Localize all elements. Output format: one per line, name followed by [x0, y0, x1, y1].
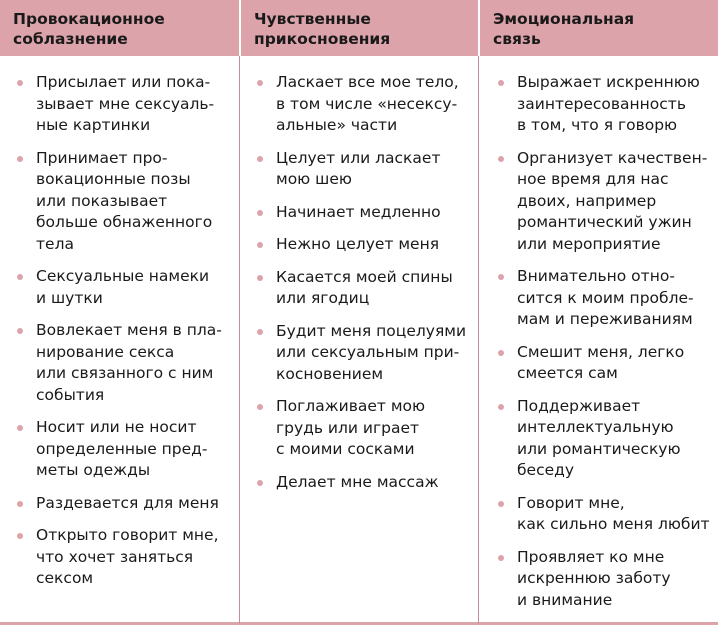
list-item-line: с моими сосками: [276, 440, 415, 458]
list-item-line: Присылает или пока-: [36, 73, 211, 91]
list-item-line: и шутки: [36, 288, 103, 307]
list-item: [14, 320, 231, 406]
list-item-line: в том числе «несексу-: [276, 94, 458, 113]
list-item-line: Раздевается для меня: [36, 493, 219, 512]
column-header-1: [0, 0, 239, 56]
header-line: соблазнение: [13, 30, 128, 48]
list-item: [495, 148, 710, 256]
list-item: [254, 234, 470, 256]
header-line: Провокационное: [13, 10, 165, 28]
list-item-line: меты одежды: [36, 461, 151, 479]
list-item-line: Поглаживает мою: [276, 397, 426, 415]
column-provocative-seduction: [0, 56, 239, 625]
header-line: Эмоциональная: [493, 10, 635, 28]
list-item-line: ное время для нас: [517, 170, 669, 188]
list-item: [254, 72, 470, 137]
list-item: [14, 148, 231, 256]
list-item-line: Касается моей спины: [276, 267, 453, 286]
list-item-line: или ягодиц: [276, 289, 370, 307]
list-item-line: в том, что я говорю: [517, 116, 678, 134]
list-item: [495, 547, 710, 612]
list-item-line: сексом: [36, 569, 94, 587]
list-item-line: Ласкает все мое тело,: [276, 73, 459, 91]
list-item: [254, 267, 470, 310]
list-item-line: Принимает про-: [36, 148, 168, 167]
column-emotional-connection: [478, 56, 718, 625]
list-item-line: косновением: [276, 364, 384, 383]
list-item-line: тела: [36, 234, 74, 253]
list-item: [14, 493, 231, 515]
header-line: прикосновения: [254, 30, 391, 48]
list-item: [254, 321, 470, 386]
list-item-line: вокационные позы: [36, 170, 191, 188]
list-item-line: двоих, например: [517, 191, 657, 210]
column-header-2: [239, 0, 478, 56]
list-item-line: Целует или ласкает: [276, 148, 441, 167]
list-item-line: Говорит мне,: [517, 493, 625, 512]
list-item-line: Открыто говорит мне,: [36, 526, 219, 544]
bullet-list: [14, 72, 231, 590]
list-item-line: или показывает: [36, 191, 168, 210]
list-item-line: искреннюю заботу: [517, 569, 671, 587]
list-item-line: мою шею: [276, 170, 352, 188]
bullet-list: [254, 72, 470, 493]
list-item-line: Поддерживает: [517, 396, 641, 415]
list-item-line: нирование секса: [36, 342, 175, 361]
list-item: [495, 266, 710, 331]
list-item-line: Внимательно отно-: [517, 267, 675, 285]
list-item: [14, 417, 231, 482]
list-item: [495, 72, 710, 137]
list-item-line: ные картинки: [36, 116, 151, 134]
list-item-line: романтический ужин: [517, 213, 692, 231]
list-item-line: сится к моим пробле-: [517, 288, 694, 307]
list-item: [254, 202, 470, 224]
list-item-line: мам и переживаниям: [517, 310, 693, 328]
list-item: [254, 148, 470, 191]
list-item-line: Организует качествен-: [517, 148, 708, 167]
list-item-line: Проявляет ко мне: [517, 547, 665, 566]
list-item-line: Будит меня поцелуями: [276, 321, 467, 340]
list-item-line: Носит или не носит: [36, 418, 197, 436]
list-item-line: заинтересованность: [517, 94, 686, 113]
list-item-line: больше обнаженного: [36, 213, 213, 231]
list-item-line: что хочет заняться: [36, 547, 194, 566]
bullet-list: [495, 72, 710, 611]
list-item-line: альные» части: [276, 116, 398, 134]
column-header-3: [478, 0, 718, 56]
list-item-line: или романтическую: [517, 439, 681, 458]
list-item-line: или мероприятие: [517, 234, 661, 253]
list-item-line: зывает мне сексуаль-: [36, 94, 215, 113]
list-item-line: Вовлекает меня в пла-: [36, 321, 222, 339]
header-line: Чувственные: [254, 10, 371, 28]
list-item-line: как сильно меня любит: [517, 515, 710, 533]
list-item-line: или сексуальным при-: [276, 343, 460, 361]
list-item: [14, 266, 231, 309]
list-item: [14, 525, 231, 590]
list-item-line: Делает мне массаж: [276, 472, 439, 491]
list-item-line: интеллектуальную: [517, 418, 674, 436]
list-item: [495, 493, 710, 536]
list-item-line: события: [36, 385, 105, 404]
list-item-line: Нежно целует меня: [276, 235, 440, 253]
list-item: [254, 472, 470, 494]
list-item: [495, 342, 710, 385]
column-sensual-touch: [239, 56, 478, 625]
list-item-line: смеется сам: [517, 364, 618, 382]
list-item-line: Выражает искреннюю: [517, 73, 700, 91]
list-item-line: Смешит меня, легко: [517, 342, 685, 361]
list-item-line: Начинает медленно: [276, 202, 441, 221]
list-item: [14, 72, 231, 137]
header-line: связь: [493, 30, 541, 48]
list-item: [495, 396, 710, 482]
list-item-line: и внимание: [517, 590, 613, 609]
list-item-line: определенные пред-: [36, 439, 208, 458]
list-item: [254, 396, 470, 461]
list-item-line: Сексуальные намеки: [36, 267, 210, 285]
list-item-line: грудь или играет: [276, 418, 420, 437]
list-item-line: беседу: [517, 461, 575, 479]
list-item-line: или связанного с ним: [36, 364, 214, 382]
